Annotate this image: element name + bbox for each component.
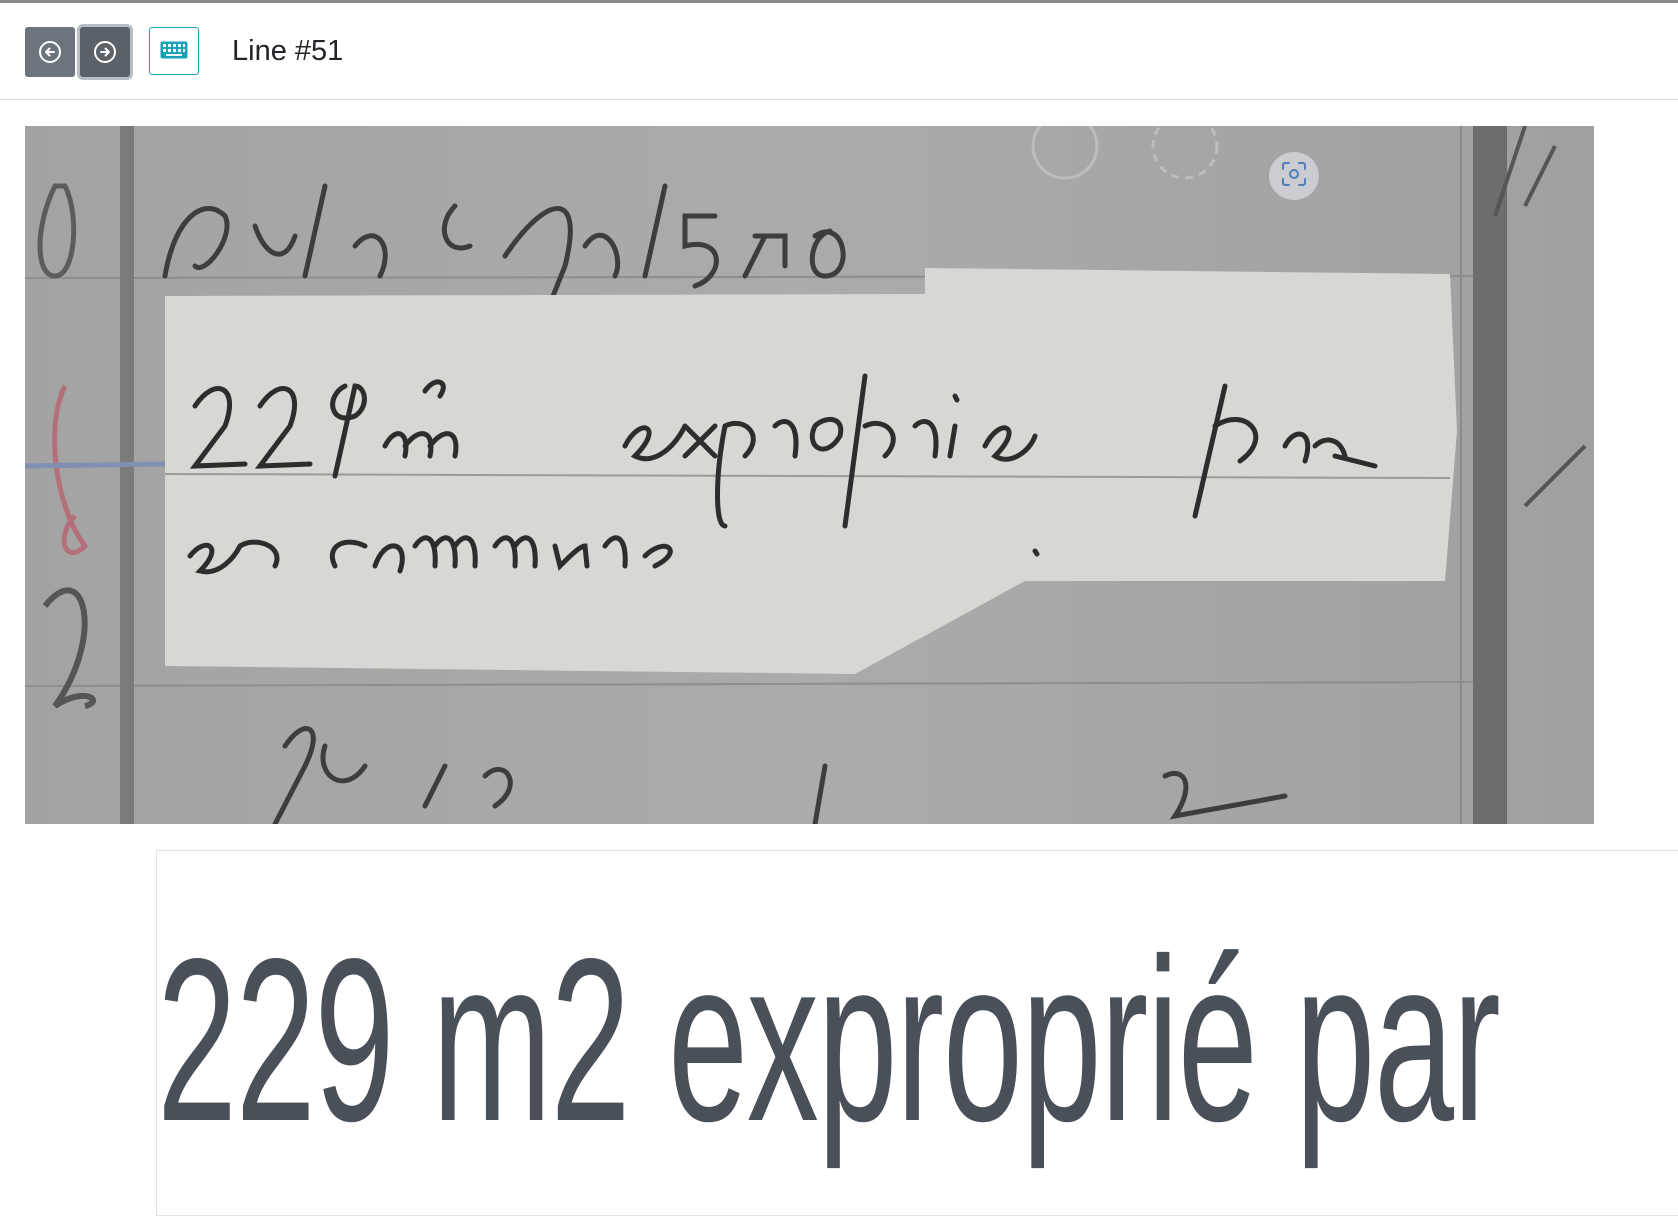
keyboard-icon — [160, 41, 188, 62]
transcription-box[interactable] — [156, 850, 1678, 1216]
arrow-right-circle-icon — [94, 41, 116, 63]
previous-line-button[interactable] — [25, 27, 75, 77]
line-title: Line #51 — [232, 35, 344, 67]
document-image-viewer[interactable] — [25, 126, 1594, 824]
handwritten-line-image — [25, 126, 1594, 824]
transcription-text[interactable]: 229 m2 exproprié par — [157, 911, 1500, 1170]
keyboard-button[interactable] — [149, 27, 199, 75]
next-line-button[interactable] — [80, 27, 130, 77]
toolbar — [0, 3, 1678, 100]
focus-scan-icon — [1281, 161, 1307, 192]
focus-view-button[interactable] — [1269, 152, 1319, 200]
arrow-left-circle-icon — [39, 41, 61, 63]
